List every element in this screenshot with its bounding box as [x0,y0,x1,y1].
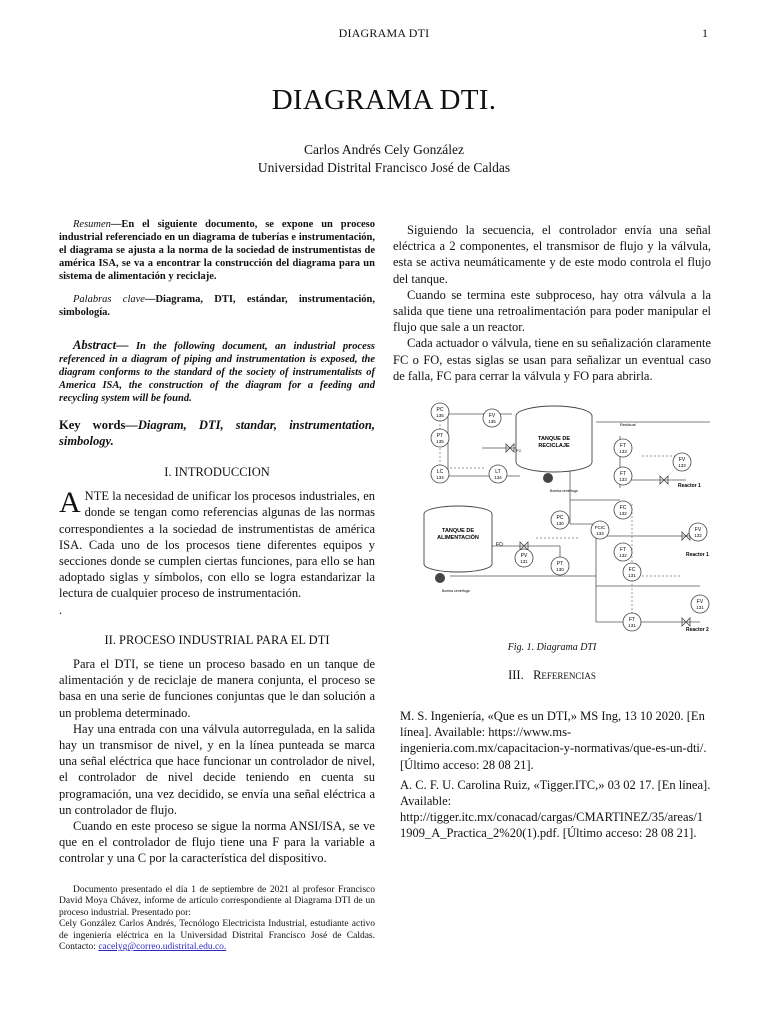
instrument-pt-135 [431,429,449,447]
instrument-lc-134 [431,465,449,483]
right-paragraph-2: Cuando se termina este subproceso, hay otra válvula a la salida que tiene una retroalimentación para poder manipular el flujo que sale a un reactor. [393,287,711,335]
instrument-fv-131 [691,595,709,613]
svg-text:PT: PT [436,433,444,439]
instrument-fv-135 [483,409,501,427]
palabras-clave [59,293,375,319]
pump-1-icon [543,473,553,483]
intro-text: NTE la necesidad de unificar los procesos industriales, en donde se tengan como referencias algunas de las normas correspondientes a la sociedad de instrumentistas de américa ISA. Cada uno de los procesos tiene diferentes equipos y secciones donde se cumplen ciertas funciones, para ello se han adoptado siglas y símbolos, con ello se logra estandarizar la lectura de cualquier proceso de instrumentación. [59,489,375,601]
svg-text:FV: FV [678,457,686,463]
pump-1-label: Bomba centrífuga [550,489,578,493]
footnote-line-2 [59,919,375,954]
reactor-1b-label: Reactor 1 [686,552,709,558]
instrument-lt-134 [489,465,507,483]
svg-text:LT: LT [495,469,501,475]
references-list [400,708,712,846]
instrument-ft-132 [614,543,632,561]
svg-text:133: 133 [619,449,627,454]
svg-text:133: 133 [596,531,604,536]
svg-text:PV: PV [520,553,528,559]
abstract [59,339,375,405]
key-words [59,417,375,449]
tank-recycle-label-1: TANQUE DE [538,436,570,442]
references-heading-text: Referencias [533,668,596,682]
svg-text:131: 131 [628,623,636,628]
proceso-paragraph-1: Para el DTI, se tiene un proceso basado en un tanque de alimentación y de reciclaje de manera conjunta, el proceso se basa en una serie de funciones conjuntas que le dan solución a un problema determinado. [59,657,375,720]
instrument-fc-131 [623,563,641,581]
author-name: Carlos Andrés Cely González [303,142,465,157]
footnote-text: Cely González Carlos Andrés, Tecnólogo Electricista Industrial, estudiante activo de ingeniería eléctrica en la Universidad Distrital Francisco José de Caldas. Contacto: [59,919,375,953]
references-heading-number: III. [508,668,524,682]
instrument-pt-130 [551,557,569,575]
svg-text:FT: FT [628,617,636,623]
author-block [0,141,768,177]
abstract-text: In the following document, an industrial process referenced in a diagram of piping and instrumentation is exposed, the diagram conforms to the standard of the society of instrumentalists of America ISA, the construction of the diagram for a feeding and recycling system will be found. [59,341,375,404]
section-heading-referencias [393,668,711,683]
svg-text:132: 132 [694,533,702,538]
instrument-fcic-133 [591,521,609,539]
contact-email-link[interactable]: cacelyg@correo.udistrital.edu.co. [98,942,227,953]
reactor-1-label: Reactor 1 [678,483,701,489]
svg-text:FCIC: FCIC [594,525,606,530]
proceso-paragraph-2: Hay una entrada con una válvula autorregulada, en la salida hay un transmisor de nivel, y en la línea punteada se marca una señal eléctrica que hace funcionar un controlador de nivel, el controlador de nivel decide teniendo en cuenta su programación, una vez decidido, se envía una señal eléctrica a un controlador de flujo. [59,721,375,817]
svg-text:130: 130 [556,521,564,526]
svg-text:133: 133 [678,463,686,468]
svg-text:134: 134 [436,475,444,480]
fc-label: FC [516,448,522,453]
svg-text:134: 134 [494,475,502,480]
drop-cap: A [59,486,81,520]
reference-item: M. S. Ingeniería, «Que es un DTI,» MS Ing, 13 10 2020. [En línea]. Available: https://www.ms-ingenieria.com.mx/capacitacion-y-normativas/que-es-un-dti/. [Último acceso: 28 08 21]. [400,709,707,772]
svg-text:FV: FV [694,527,702,533]
pump-2-label: Bomba centrífuga [442,589,470,593]
instrument-pc-130 [551,511,569,529]
reference-item: A. C. F. U. Carolina Ruiz, «Tigger.ITC,» 03 02 17. [En línea]. Available: http://tigger.itc.mx/conacad/cargas/CMARTINEZ/35/areas/1 1909_A_Practica_2%20(1).pdf. [Último acceso: 28 08 21]. [400,777,711,841]
svg-text:131: 131 [520,559,528,564]
key-words-text: Diagram, DTI, standar, instrumentation, simbology. [59,418,375,448]
svg-text:PT: PT [556,561,564,567]
instrument-fc-132 [614,501,632,519]
dti-diagram [420,396,716,636]
reactor-2-label: Reactor 2 [686,627,709,633]
svg-text:FT: FT [619,443,627,449]
instrument-fv-132 [689,523,707,541]
instrument-ft-133-b [614,467,632,485]
svg-text:135: 135 [436,439,444,444]
palabras-clave-text: —Diagrama, DTI, estándar, instrumentación, simbología. [59,294,375,318]
svg-text:PC: PC [436,407,444,413]
tank-feed-label-1: TANQUE DE [442,528,474,534]
intro-trailing: . [59,602,63,617]
svg-text:135: 135 [488,419,496,424]
svg-text:LC: LC [436,469,444,475]
author-affiliation: Universidad Distrital Francisco José de Caldas [257,160,511,175]
section-heading-introduccion: I. INTRODUCCION [164,465,270,479]
svg-text:FC: FC [619,505,627,511]
tank-recycle-label-2: RECICLAJE [538,443,570,449]
instrument-pv-131 [515,549,533,567]
left-column [59,218,375,954]
resumen-label: Resumen [73,219,111,230]
svg-text:131: 131 [696,605,704,610]
fo-label: FO [496,542,503,548]
pump-2-icon [435,573,445,583]
residual-label: Residual [620,422,636,427]
instrument-ft-133-a [614,439,632,457]
abstract-label: Abstract— [73,338,129,352]
figure-caption: Fig. 1. Diagrama DTI [507,642,597,653]
svg-text:130: 130 [556,567,564,572]
svg-text:131: 131 [628,573,636,578]
running-header: DIAGRAMA DTI [338,26,430,40]
right-column [393,222,711,384]
tank-feed-label-2: ALIMENTACIÓN [437,535,479,541]
instrument-ft-131 [623,613,641,631]
svg-text:FT: FT [619,471,627,477]
resumen [59,218,375,283]
svg-text:133: 133 [619,477,627,482]
svg-text:132: 132 [619,511,627,516]
svg-text:132: 132 [619,553,627,558]
right-paragraph-3: Cada actuador o válvula, tiene en su señalización claramente FC o FO, estas siglas se usan para señalizar un eventual caso de falla, FC para cerrar la válvula y FO para abrirla. [393,336,711,383]
document-title: DIAGRAMA DTI. [271,84,497,116]
section-heading-proceso: II. PROCESO INDUSTRIAL PARA EL DTI [104,632,330,647]
svg-text:FC: FC [628,567,636,573]
proceso-paragraph-3: Cuando en este proceso se sigue la norma ANSI/ISA, se ve que en el controlador de flujo tiene una F para la variable a controlar y una C por la característica del dispositivo. [59,819,375,866]
instrument-fv-133 [673,453,691,471]
page-number: 1 [702,26,708,40]
footnote [59,885,375,954]
right-paragraph-1: Siguiendo la secuencia, el controlador envía una señal eléctrica a 2 componentes, el transmisor de flujo y la válvula, esta se activa neumáticamente y de este modo controla el flujo del tanque. [393,223,711,286]
svg-text:FT: FT [619,547,627,553]
instrument-pc-135 [431,403,449,421]
svg-text:FV: FV [696,599,704,605]
palabras-clave-label: Palabras clave [73,294,145,305]
svg-text:135: 135 [436,413,444,418]
svg-text:FV: FV [488,413,496,419]
footnote-line-1: Documento presentado el día 1 de septiembre de 2021 al profesor Francisco David Moya Chávez, informe de artículo correspondiente al Diagrama DTI de un proceso industrial. Presentado por: [59,884,375,918]
intro-paragraph [59,488,375,601]
resumen-text: —En el siguiente documento, se expone un proceso industrial referenciado en un diagrama de tuberías e instrumentación, el diagrama se ajusta a la norma de la sociedad de instrumentistas de américa ISA, se va a encontrar la construcción del diagrama para un sistema de alimentación y reciclaje. [59,219,375,282]
svg-text:PC: PC [556,515,564,521]
key-words-label: Key words— [59,418,138,432]
